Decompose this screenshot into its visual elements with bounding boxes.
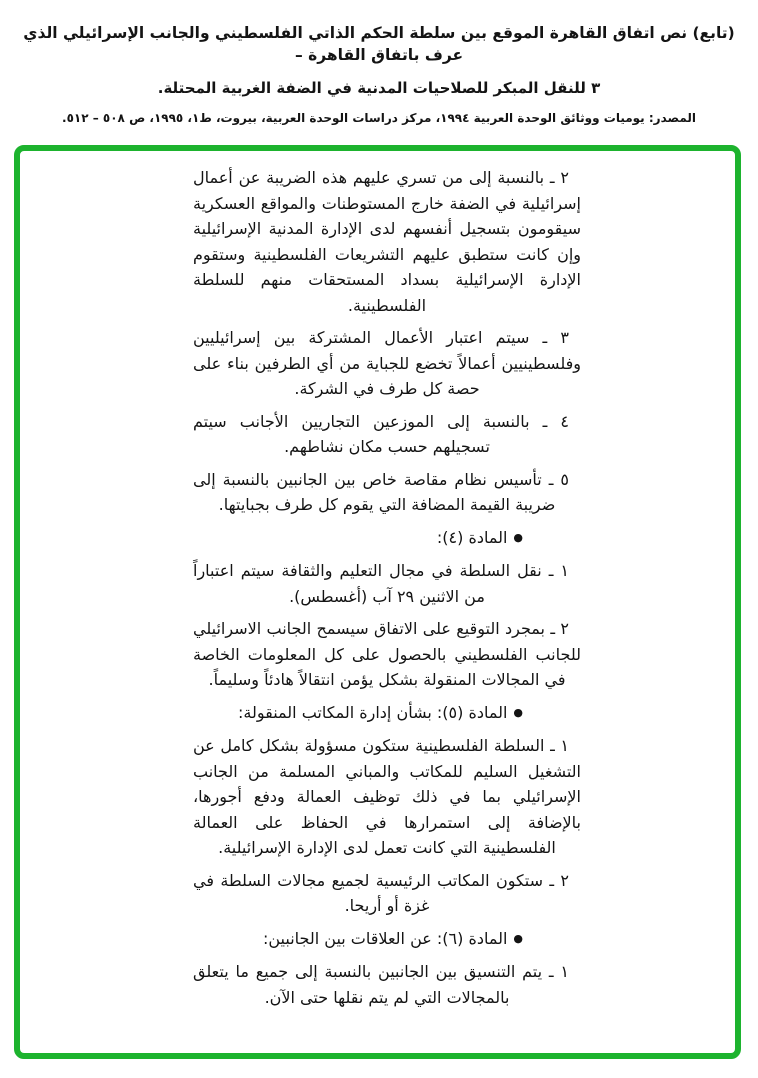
body-paragraph: ١ ـ نقل السلطة في مجال التعليم والثقافة سيتم اعتباراً من الاثنين ٢٩ آب (أغسطس). [193, 561, 569, 606]
body-paragraph: ٤ ـ بالنسبة إلى الموزعين التجاريين الأجانب سيتم تسجيلهم حسب مكان نشاطهم. [193, 411, 569, 456]
document-title-line2: ٣ للنقل المبكر للصلاحيات المدنية في الضفة الغربية المحتلة. [157, 79, 601, 97]
green-content-frame [14, 145, 741, 1059]
bullet-icon: ● [513, 705, 523, 719]
document-title-line1: (تابع) نص اتفاق القاهرة الموقع بين سلطة الحكم الذاتي الفلسطيني والجانب الإسرائيلي الذي عرف باتفاق القاهرة – [23, 24, 735, 64]
body-paragraph: ٣ ـ سيتم اعتبار الأعمال المشتركة بين إسرائيليين وفلسطينيين أعمالاً تخضع للجباية من أي الطرفين بناء على حصة كل طرف في الشركة. [193, 328, 581, 398]
source-citation: المصدر: يوميات ووثائق الوحدة العربية ١٩٩٤، مركز دراسات الوحدة العربية، بيروت، ط١، ١٩٩٥، ص ٥٠٨ – ٥١٢. [62, 111, 696, 125]
body-paragraph: ٢ ـ بالنسبة إلى من تسري عليهم هذه الضريبة عن أعمال إسرائيلية في الضفة خارج المستوطنات والمواقع العسكرية سيقومون بتسجيل أنفسهم لدى الإدارة المدنية الإسرائيلية وإن كانت ستطبق عليهم التشريعات الفلسطينية وستقوم الإدارة الإسرائيلية بسداد المستحقات منهم للسلطة الفلسطينية. [193, 168, 581, 315]
body-paragraph: ٥ ـ تأسيس نظام مقاصة خاص بين الجانبين بالنسبة إلى ضريبة القيمة المضافة التي يقوم كل طرف بجبايتها. [193, 469, 569, 514]
article-heading: ●المادة (٦): عن العلاقات بين الجانبين: [193, 926, 523, 952]
body-paragraph: ٢ ـ بمجرد التوقيع على الاتفاق سيسمح الجانب الاسرائيلي للجانب الفلسطيني بالحصول على كل المعلومات الخاصة في المجالات المنقولة بشكل يؤمن انتقالاً هادئاً وسليماً. [193, 619, 581, 689]
body-paragraph: ١ ـ السلطة الفلسطينية ستكون مسؤولة بشكل كامل عن التشغيل السليم للمكاتب والمباني المسلمة من الجانب الإسرائيلي بما في ذلك توظيف العمالة ودفع أجورها، بالإضافة إلى استمرارها في الحفاظ على العمالة الفلسطينية التي كانت تعمل لدى الإدارة الإسرائيلية. [193, 736, 581, 857]
document-header [8, 22, 750, 127]
document-body [193, 165, 581, 1017]
bullet-icon: ● [513, 530, 523, 544]
article-heading: ●المادة (٥): بشأن إدارة المكاتب المنقولة: [193, 700, 523, 726]
body-paragraph: ٢ ـ ستكون المكاتب الرئيسية لجميع مجالات السلطة في غزة أو أريحا. [193, 870, 569, 915]
body-paragraph: ١ ـ يتم التنسيق بين الجانبين بالنسبة إلى جميع ما يتعلق بالمجالات التي لم يتم نقلها حتى الآن. [193, 962, 569, 1007]
article-heading: ●المادة (٤): [193, 525, 523, 551]
bullet-icon: ● [513, 931, 523, 945]
